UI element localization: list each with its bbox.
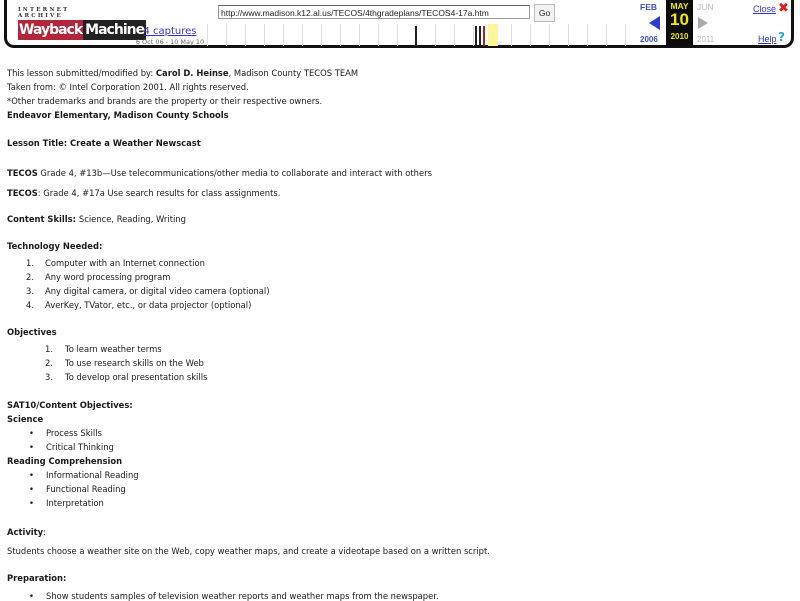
next-year-label: 2011 [697,35,715,44]
captures-range: 6 Oct 06 - 10 May 10 [135,38,205,46]
taken-from: Taken from: © Intel Corporation 2001. All rights reserved. [7,82,249,92]
help-link[interactable]: Help [758,34,777,44]
logo-machine: Machine [85,22,145,38]
timeline-current-year [488,24,498,46]
lesson-title: Lesson Title: Create a Weather Newscast [7,138,201,148]
list-item: To use research skills on the Web [65,358,204,368]
list-item: AverKey, TVator, etc., or data projector (optional) [45,300,252,310]
list-item: To learn weather terms [65,344,162,354]
date-navigator [636,0,746,48]
timeline-capture-current[interactable] [483,26,485,46]
timeline-capture[interactable] [479,26,481,46]
reading-heading: Reading Comprehension [7,456,123,466]
wayback-logo[interactable] [18,7,145,38]
timeline-capture[interactable] [475,26,477,46]
list-item: Critical Thinking [46,442,114,452]
current-date [666,0,693,46]
prev-arrow-icon[interactable] [649,16,660,30]
list-item: Informational Reading [46,470,139,480]
list-item: Interpretation [46,498,104,508]
activity-heading: Activity: [7,527,46,537]
list-item: Functional Reading [46,484,126,494]
current-year: 2010 [670,32,689,41]
help-question-icon[interactable]: ? [778,30,785,44]
url-input[interactable]: http://www.madison.k12.al.us/TECOS/4thgradeplans/TECOS4-17a.htm [218,5,530,19]
next-month-label: JUN [697,2,714,12]
list-item: Any digital camera, or digital video camera (optional) [45,286,270,296]
list-item: Show students samples of television weather reports and weather maps from the newspaper. [46,591,439,601]
logo-internet-archive: INTERNET ARCHIVE [18,7,70,19]
close-link[interactable]: Close [753,4,777,14]
close-x-icon[interactable]: ✖ [778,1,789,16]
go-button[interactable]: Go [534,4,555,22]
preparation-heading: Preparation: [7,573,67,583]
list-item: Any word processing program [45,272,171,282]
current-day: 10 [670,10,689,29]
list-item: Computer with an Internet connection [45,258,205,268]
wayback-toolbar [0,0,800,52]
logo-way: Wayback [19,22,83,38]
science-heading: Science [7,414,44,424]
prev-month-link[interactable]: FEB [640,2,657,12]
list-item: To develop oral presentation skills [65,372,208,382]
activity-text: Students choose a weather site on the Web, copy weather maps, and create a videotape based on a written script. [7,546,490,556]
next-arrow-icon [698,17,708,29]
captures-info [135,26,205,46]
timeline-capture[interactable] [415,26,417,46]
content-skills: Content Skills: Science, Reading, Writing [7,214,186,224]
objectives-heading: Objectives [7,327,57,337]
technology-heading: Technology Needed: [7,241,103,251]
tecos-standard-1: TECOS Grade 4, #13b—Use telecommunications/other media to collaborate and interact with others [7,168,432,178]
submitted-line: This lesson submitted/modified by: Carol D. Heinse, Madison County TECOS TEAM [7,68,359,78]
tecos-standard-2: TECOS: Grade 4, #17a Use search results for class assignments. [7,188,281,198]
author-name: Carol D. Heinse [155,68,229,78]
list-item: Process Skills [46,428,102,438]
trademarks-note: *Other trademarks and brands are the property or their respective owners. [7,96,323,106]
captures-link[interactable]: 4 captures [143,26,197,37]
school-name: Endeavor Elementary, Madison County Schools [7,110,229,120]
capture-timeline[interactable] [207,24,632,46]
prev-year-link[interactable]: 2006 [640,35,658,44]
current-month: MAY [670,1,689,11]
sat10-heading: SAT10/Content Objectives: [7,400,133,410]
